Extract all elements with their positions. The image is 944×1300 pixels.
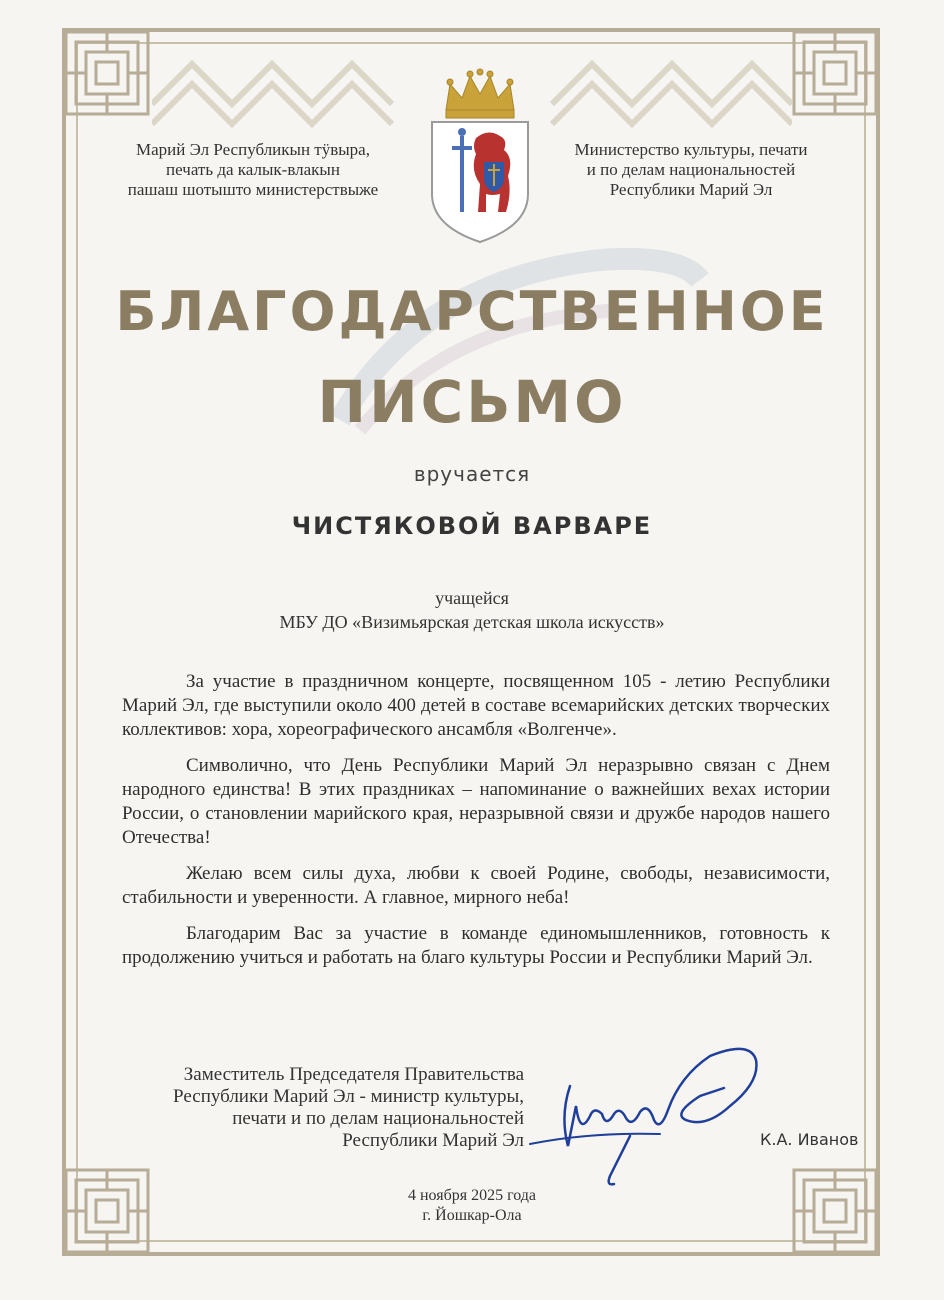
signatory-position-line: Республики Марий Эл [342, 1130, 524, 1151]
ministry-name-mari [108, 140, 398, 200]
signatory-position-line: Заместитель Председателя Правительства [183, 1064, 524, 1085]
signatory-name: К.А. Иванов [760, 1130, 859, 1149]
document-title-line-1: БЛАГОДАРСТВЕННОЕ [115, 280, 829, 343]
issue-place: г. Йошкар-Ола [422, 1207, 522, 1224]
letter-body [122, 670, 830, 982]
issue-date-place [0, 1186, 944, 1226]
ministry-name-mari-line: пашаш шотышто министерствыже [127, 180, 379, 199]
recipient-role-line: учащейся [435, 588, 509, 608]
body-paragraph: Символично, что День Республики Марий Эл неразрывно связан с Днем народного единства! В этих праздниках – напоминание о важнейших вехах истории России, о становлении марийского края, неразрывной связи и дружбе народов нашего Отечества! [122, 755, 830, 848]
coat-of-arms-mari-el-icon [428, 66, 532, 246]
recipient-role [0, 586, 944, 634]
body-paragraph: За участие в праздничном концерте, посвященном 105 - летию Республики Марий Эл, где выступили около 400 детей в составе всемарийских детских творческих коллективов: хора, хореографического ансамбля «Волгенче». [122, 671, 830, 740]
presented-label: вручается [413, 462, 531, 486]
signatory-position [100, 1064, 524, 1152]
ornament-corner-icon [62, 28, 152, 118]
ministry-name-russian-line: и по делам национальностей [586, 160, 796, 179]
ornament-corner-icon [790, 28, 880, 118]
ministry-name-russian [546, 140, 836, 200]
issue-date: 4 ноября 2025 года [407, 1187, 537, 1204]
recipient-name: ЧИСТЯКОВОЙ ВАРВАРЕ [291, 512, 653, 540]
signatory-position-line: Республики Марий Эл - министр культуры, [173, 1086, 524, 1107]
ministry-name-mari-line: печать да калык-влакын [166, 160, 340, 179]
body-paragraph: Благодарим Вас за участие в команде единомышленников, готовность к продолжению учиться и работать на благо культуры России и Республики Марий Эл. [122, 923, 830, 968]
recipient-institution: МБУ ДО «Визимьярская детская школа искусств» [279, 612, 665, 632]
handwritten-signature-icon [510, 1036, 790, 1196]
ministry-name-russian-line: Республики Марий Эл [609, 180, 773, 199]
body-paragraph: Желаю всем силы духа, любви к своей Родине, свободы, независимости, стабильности и уверенности. А главное, мирного неба! [122, 863, 830, 908]
ministry-name-russian-line: Министерство культуры, печати [574, 140, 808, 159]
document-title-line-2: ПИСЬМО [317, 368, 627, 436]
signatory-position-line: печати и по делам национальностей [232, 1108, 524, 1129]
ministry-name-mari-line: Марий Эл Республикын тӱвыра, [136, 140, 370, 159]
